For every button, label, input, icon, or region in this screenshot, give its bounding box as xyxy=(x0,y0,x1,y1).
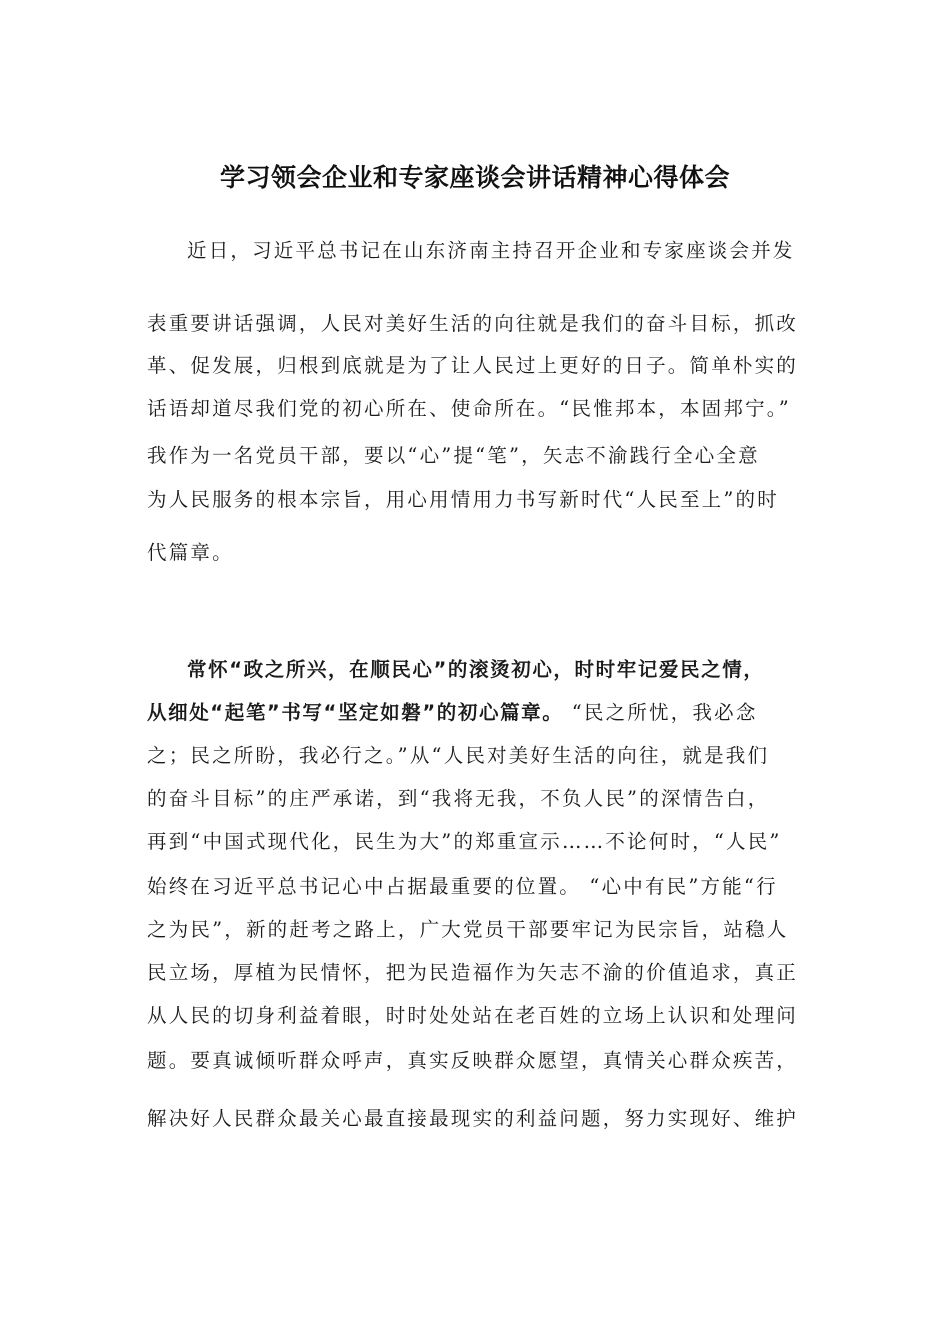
document-title: 学习领会企业和专家座谈会讲话精神心得体会 xyxy=(219,163,730,192)
paragraph2-line: 从人民的切身利益着眼，时时处处站在老百姓的立场上认识和处理问 xyxy=(147,1004,799,1027)
paragraph2-line-mixed xyxy=(147,697,758,725)
paragraph1-line: 话语却道尽我们党的初心所在、使命所在。“民惟邦本，本固邦宁。” xyxy=(147,397,791,420)
paragraph2-line: 的奋斗目标”的庄严承诺，到“我将无我，不负人民”的深情告白， xyxy=(147,787,770,810)
paragraph2-line: 之；民之所盼，我必行之。”从“人民对美好生活的向往，就是我们 xyxy=(147,744,770,767)
paragraph2-heading-line2: 从细处“起笔”书写“坚定如磐”的初心篇章。 xyxy=(147,701,564,724)
paragraph1-line: 为人民服务的根本宗旨，用心用情用力书写新时代“人民至上”的时 xyxy=(147,488,779,511)
paragraph2-line: 题。要真诚倾听群众呼声，真实反映群众愿望，真情关心群众疾苦， xyxy=(147,1049,799,1072)
paragraph1-line: 我作为一名党员干部，要以“心”提“笔”，矢志不渝践行全心全意 xyxy=(147,444,760,467)
paragraph1-line: 表重要讲话强调，人民对美好生活的向往就是我们的奋斗目标，抓改 xyxy=(147,312,799,335)
paragraph2-heading-line1: 常怀“政之所兴，在顺民心”的滚烫初心，时时牢记爱民之情， xyxy=(187,658,765,681)
paragraph2-line: 始终在习近平总书记心中占据最重要的位置。 “心中有民”方能“行 xyxy=(147,875,778,898)
paragraph1-line: 近日，习近平总书记在山东济南主持召开企业和专家座谈会并发 xyxy=(187,239,795,262)
paragraph1-line: 革、促发展，归根到底就是为了让人民过上更好的日子。简单朴实的 xyxy=(147,354,799,377)
paragraph2-line: 之为民”，新的赶考之路上，广大党员干部要牢记为民宗旨，站稳人 xyxy=(147,918,789,941)
paragraph2-line-rest: “民之所忧，我必念 xyxy=(563,701,758,724)
paragraph2-line: 民立场，厚植为民情怀，把为民造福作为矢志不渝的价值追求，真正 xyxy=(147,961,799,984)
paragraph2-line: 再到“中国式现代化，民生为大”的郑重宣示……不论何时，“人民” xyxy=(147,830,782,853)
paragraph2-line: 解决好人民群众最关心最直接最现实的利益问题，努力实现好、维护 xyxy=(147,1107,799,1130)
paragraph1-line: 代篇章。 xyxy=(147,541,234,564)
